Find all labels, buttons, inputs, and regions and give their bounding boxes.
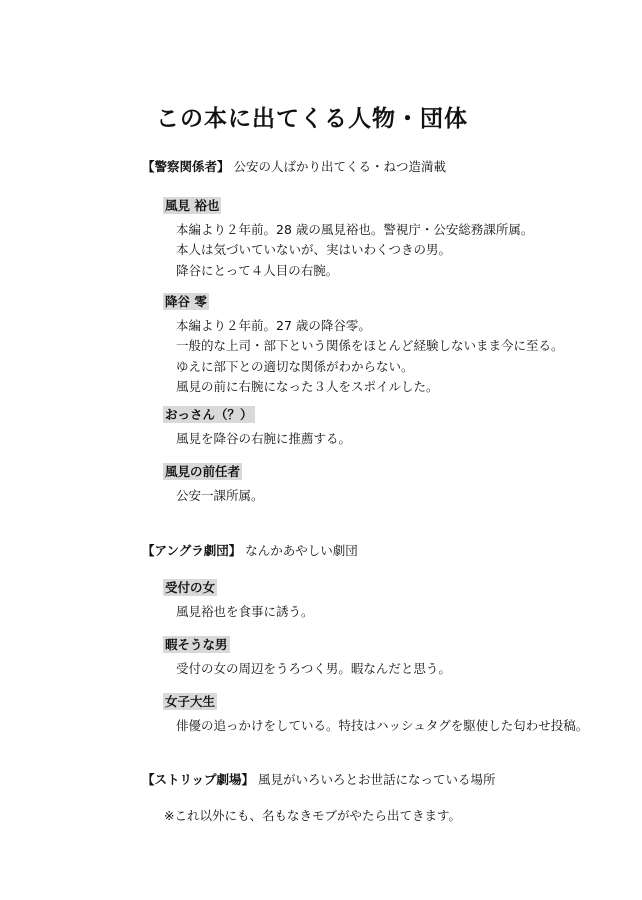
section-description: なんかあやしい劇団 (245, 543, 358, 558)
section-header-police (142, 157, 446, 175)
character-entry-idle-man (165, 635, 451, 679)
character-description-line: 本人は気づいていないが、実はいわくつきの男。 (176, 242, 452, 257)
character-description-line: 本編より２年前。27 歳の降谷零。 (176, 317, 371, 333)
section-description: 風見がいろいろとお世話になっている場所 (258, 772, 496, 787)
page-title: この本に出てくる人物・団体 (156, 106, 468, 132)
character-name: 暇そうな男 (165, 637, 228, 652)
character-description-line: 風見を降谷の右腕に推薦する。 (176, 430, 352, 446)
character-entry-predecessor (165, 462, 264, 506)
character-description-line: 公安一課所属。 (176, 487, 264, 503)
footnote: ※これ以外にも、名もなきモブがやたら出てきます。 (164, 808, 461, 823)
character-name: 女子大生 (165, 694, 216, 709)
section-header-theater-troupe (142, 541, 358, 559)
character-description-line: 本編より２年前。28 歳の風見裕也。警視庁・公安総務課所属。 (176, 221, 534, 237)
character-name: おっさん（？） (165, 407, 253, 422)
section-header-strip-theater (142, 770, 496, 788)
section-group-label: 【警察関係者】 (142, 159, 230, 174)
character-entry-college-girl (165, 692, 588, 736)
character-name: 受付の女 (165, 580, 216, 595)
section-description: 公安の人ばかり出てくる・ねつ造満載 (233, 159, 447, 174)
character-name: 降谷 零 (165, 294, 207, 309)
character-name: 風見の前任者 (165, 464, 241, 479)
character-description-line: 受付の女の周辺をうろつく男。暇なんだと思う。 (176, 660, 451, 676)
character-description-line: 俳優の追っかけをしている。特技はハッシュタグを駆使した匂わせ投稿。 (176, 717, 589, 733)
character-description-line: 風見の前に右腕になった３人をスポイルした。 (176, 379, 439, 394)
character-entry-receptionist (165, 578, 314, 622)
character-entry-ossan (165, 405, 351, 449)
section-group-label: 【アングラ劇団】 (142, 543, 242, 558)
section-group-label: 【ストリップ劇場】 (142, 772, 255, 787)
character-description-line: ゆえに部下との適切な関係がわからない。 (176, 358, 414, 374)
character-entry-furuya (165, 292, 564, 398)
character-description-line: 風見裕也を食事に誘う。 (176, 603, 314, 619)
character-description-line: 一般的な上司・部下という関係をほとんど経験しないまま今に至る。 (176, 338, 564, 353)
character-description-line: 降谷にとって４人目の右腕。 (176, 262, 339, 278)
character-name: 風見 裕也 (165, 198, 220, 213)
character-entry-kazami (165, 196, 533, 281)
